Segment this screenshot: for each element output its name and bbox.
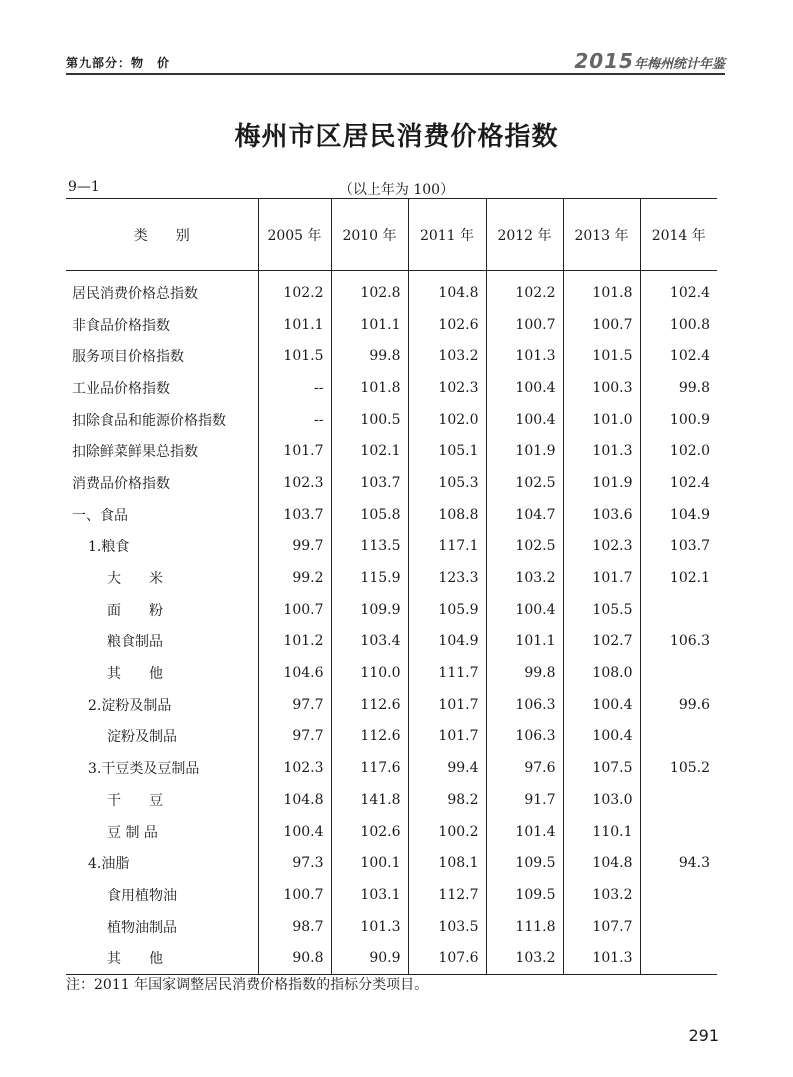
table-row [66, 531, 717, 563]
row-value: 106.3 [640, 626, 717, 658]
row-value: 101.8 [563, 271, 640, 309]
row-value: 97.3 [258, 847, 331, 879]
row-value: 102.2 [258, 271, 331, 309]
row-value: 102.3 [408, 372, 486, 404]
table-row [66, 879, 717, 911]
row-value: 117.6 [331, 752, 408, 784]
row-value: 108.1 [408, 847, 486, 879]
row-value: 109.9 [331, 594, 408, 626]
row-value: 141.8 [331, 784, 408, 816]
column-header-2010: 2010 年 [331, 199, 408, 271]
column-header-category: 类 别 [66, 199, 258, 271]
row-label: 4.油脂 [88, 856, 130, 873]
table-row [66, 435, 717, 467]
row-value: -- [258, 372, 331, 404]
row-value: 106.3 [486, 689, 563, 721]
row-value: 103.2 [486, 562, 563, 594]
table-row [66, 657, 717, 689]
row-value: 100.2 [408, 816, 486, 848]
row-label: 粮食制品 [107, 634, 163, 651]
section-header: 第九部分：物 价 [66, 56, 171, 70]
row-value: 101.2 [258, 626, 331, 658]
row-value: 108.0 [563, 657, 640, 689]
row-value: 107.7 [563, 911, 640, 943]
row-value: 102.3 [258, 752, 331, 784]
row-label: 工业品价格指数 [72, 380, 170, 397]
row-value: 100.7 [258, 879, 331, 911]
row-value: 101.3 [563, 435, 640, 467]
table-row [66, 562, 717, 594]
row-value: 104.6 [258, 657, 331, 689]
row-value: 100.7 [563, 309, 640, 341]
row-value: 105.3 [408, 467, 486, 499]
row-value: 102.0 [408, 404, 486, 436]
row-label: 面 粉 [107, 602, 163, 619]
table-row [66, 626, 717, 658]
row-value: 99.7 [258, 531, 331, 563]
row-value: 103.2 [563, 879, 640, 911]
row-value: 100.7 [258, 594, 331, 626]
row-value: 102.4 [640, 271, 717, 309]
row-label: 干 豆 [107, 792, 163, 809]
row-value: 123.3 [408, 562, 486, 594]
row-label: 其 他 [107, 666, 163, 683]
row-value: 100.4 [486, 404, 563, 436]
row-label: 服务项目价格指数 [72, 349, 184, 366]
row-value: 102.5 [486, 467, 563, 499]
footnote: 注：2011 年国家调整居民消费价格指数的指标分类项目。 [66, 977, 429, 993]
page-number: 291 [688, 1026, 719, 1045]
row-value: 105.1 [408, 435, 486, 467]
unit-note: （以上年为 100） [338, 182, 455, 198]
table-row [66, 752, 717, 784]
row-value: 103.4 [331, 626, 408, 658]
row-value: 101.7 [408, 721, 486, 753]
table-row [66, 404, 717, 436]
row-value: 105.8 [331, 499, 408, 531]
row-value: 97.7 [258, 689, 331, 721]
row-value: 100.4 [563, 721, 640, 753]
row-value: 101.4 [486, 816, 563, 848]
table-header-row [66, 199, 717, 271]
yearbook-name: 年梅州统计年鉴 [633, 57, 725, 72]
row-value: 102.4 [640, 340, 717, 372]
table-row [66, 340, 717, 372]
row-value: 101.7 [258, 435, 331, 467]
table-row [66, 942, 717, 974]
row-value: 104.9 [640, 499, 717, 531]
row-value: 103.7 [258, 499, 331, 531]
row-value: 99.8 [640, 372, 717, 404]
row-value: 100.4 [258, 816, 331, 848]
row-value [640, 657, 717, 689]
page-title: 梅州市区居民消费价格指数 [234, 122, 559, 152]
row-value: 103.2 [408, 340, 486, 372]
header-rule [66, 73, 725, 75]
row-value: 102.0 [640, 435, 717, 467]
row-value: 102.7 [563, 626, 640, 658]
table-row [66, 309, 717, 341]
table-row [66, 847, 717, 879]
row-value: 101.5 [563, 340, 640, 372]
row-value: 111.7 [408, 657, 486, 689]
row-value: 102.3 [563, 531, 640, 563]
row-value: 103.1 [331, 879, 408, 911]
row-label: 消费品价格指数 [72, 475, 170, 492]
row-label: 植物油制品 [107, 919, 177, 936]
row-value: 102.5 [486, 531, 563, 563]
row-value: 105.5 [563, 594, 640, 626]
row-value [640, 784, 717, 816]
table-id: 9—1 [68, 179, 100, 195]
row-value: 100.5 [331, 404, 408, 436]
row-value: 97.7 [258, 721, 331, 753]
row-value: 109.5 [486, 879, 563, 911]
row-label: 居民消费价格总指数 [72, 285, 198, 302]
row-value: 107.6 [408, 942, 486, 974]
column-header-2005: 2005 年 [258, 199, 331, 271]
row-label: 其 他 [66, 942, 258, 974]
row-value: 102.1 [640, 562, 717, 594]
row-value [640, 942, 717, 974]
row-label: 淀粉及制品 [107, 729, 177, 746]
row-value: 98.7 [258, 911, 331, 943]
column-header-2014: 2014 年 [640, 199, 717, 271]
row-value [640, 879, 717, 911]
row-value: 101.5 [258, 340, 331, 372]
table-row [66, 721, 717, 753]
row-value: 101.9 [563, 467, 640, 499]
row-value: 105.9 [408, 594, 486, 626]
row-value: 101.8 [331, 372, 408, 404]
row-value: 100.9 [640, 404, 717, 436]
row-value: 99.2 [258, 562, 331, 594]
price-index-table [66, 198, 717, 975]
table-row [66, 784, 717, 816]
column-header-2011: 2011 年 [408, 199, 486, 271]
row-label: 3.干豆类及豆制品 [88, 761, 200, 778]
table-row [66, 689, 717, 721]
row-value: 113.5 [331, 531, 408, 563]
row-value: 101.1 [331, 309, 408, 341]
row-value: 94.3 [640, 847, 717, 879]
row-label: 扣除食品和能源价格指数 [72, 412, 226, 429]
row-value: 102.3 [258, 467, 331, 499]
row-value [640, 594, 717, 626]
row-value: 101.3 [486, 340, 563, 372]
row-label: 扣除鲜菜鲜果总指数 [72, 444, 198, 461]
row-value: 99.4 [408, 752, 486, 784]
row-value: 101.3 [331, 911, 408, 943]
row-label: 食用植物油 [107, 887, 177, 904]
row-label: 一、食品 [72, 507, 128, 524]
row-value: -- [258, 404, 331, 436]
row-value: 102.6 [331, 816, 408, 848]
row-value: 101.1 [486, 626, 563, 658]
row-value: 91.7 [486, 784, 563, 816]
row-value: 102.2 [486, 271, 563, 309]
row-value: 99.8 [486, 657, 563, 689]
row-value: 110.1 [563, 816, 640, 848]
row-label: 2.淀粉及制品 [88, 697, 172, 714]
row-value: 101.0 [563, 404, 640, 436]
row-value: 102.4 [640, 467, 717, 499]
row-value: 101.7 [563, 562, 640, 594]
table-row [66, 271, 717, 309]
row-value [640, 816, 717, 848]
row-value: 100.3 [563, 372, 640, 404]
row-value: 101.1 [258, 309, 331, 341]
table-row [66, 816, 717, 848]
row-value: 109.5 [486, 847, 563, 879]
row-value: 90.8 [258, 942, 331, 974]
row-value: 99.8 [331, 340, 408, 372]
row-value: 90.9 [331, 942, 408, 974]
row-value: 100.4 [486, 372, 563, 404]
table-row [66, 467, 717, 499]
row-label: 大 米 [107, 571, 163, 588]
row-value: 101.3 [563, 942, 640, 974]
column-header-2013: 2013 年 [563, 199, 640, 271]
table-row [66, 372, 717, 404]
row-value [640, 911, 717, 943]
row-value: 107.5 [563, 752, 640, 784]
row-value: 102.6 [408, 309, 486, 341]
row-value: 103.2 [486, 942, 563, 974]
row-value [640, 721, 717, 753]
table-row [66, 911, 717, 943]
row-label: 豆 制 品 [107, 824, 158, 841]
row-value: 103.7 [640, 531, 717, 563]
table-body [66, 271, 717, 975]
row-value: 104.8 [563, 847, 640, 879]
column-header-2012: 2012 年 [486, 199, 563, 271]
row-value: 111.8 [486, 911, 563, 943]
row-value: 101.7 [408, 689, 486, 721]
row-value: 104.9 [408, 626, 486, 658]
row-value: 115.9 [331, 562, 408, 594]
row-label: 1.粮食 [88, 539, 130, 556]
row-value: 103.0 [563, 784, 640, 816]
row-value: 103.6 [563, 499, 640, 531]
row-value: 104.8 [408, 271, 486, 309]
row-value: 100.4 [486, 594, 563, 626]
row-value: 100.1 [331, 847, 408, 879]
row-value: 117.1 [408, 531, 486, 563]
row-value: 104.8 [258, 784, 331, 816]
table-row [66, 594, 717, 626]
row-value: 97.6 [486, 752, 563, 784]
row-value: 101.9 [486, 435, 563, 467]
table-row [66, 499, 717, 531]
row-value: 112.7 [408, 879, 486, 911]
row-value: 103.5 [408, 911, 486, 943]
row-value: 112.6 [331, 721, 408, 753]
row-value: 100.8 [640, 309, 717, 341]
row-value: 102.1 [331, 435, 408, 467]
yearbook-header [574, 49, 725, 73]
row-value: 102.8 [331, 271, 408, 309]
row-value: 100.7 [486, 309, 563, 341]
row-value: 100.4 [563, 689, 640, 721]
row-value: 106.3 [486, 721, 563, 753]
yearbook-year: 2015 [574, 49, 634, 73]
row-label: 非食品价格指数 [72, 317, 170, 334]
row-value: 99.6 [640, 689, 717, 721]
row-value: 112.6 [331, 689, 408, 721]
row-value: 110.0 [331, 657, 408, 689]
row-value: 103.7 [331, 467, 408, 499]
row-value: 98.2 [408, 784, 486, 816]
row-value: 104.7 [486, 499, 563, 531]
row-value: 105.2 [640, 752, 717, 784]
row-value: 108.8 [408, 499, 486, 531]
